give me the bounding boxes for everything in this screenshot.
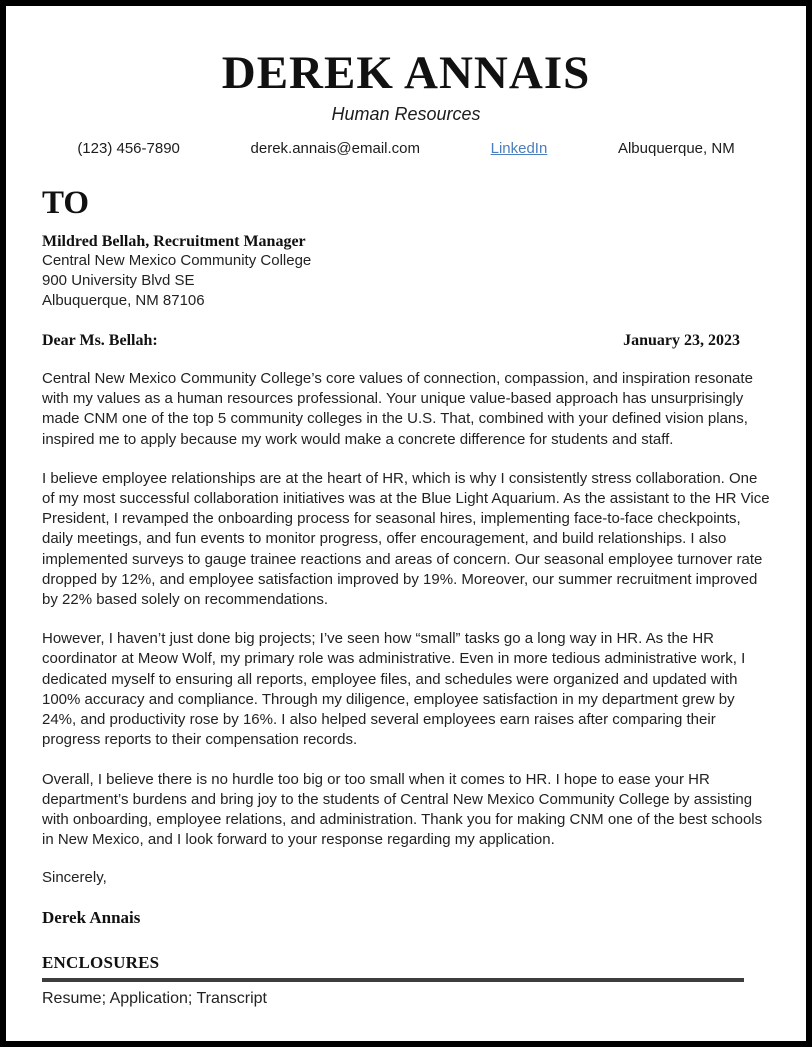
page-content — [6, 46, 806, 1008]
enclosures-list: Resume; Application; Transcript — [42, 990, 267, 1008]
signature-name: Derek Annais — [42, 908, 141, 928]
recipient-section — [42, 187, 770, 311]
letter-header — [42, 46, 770, 157]
candidate-name: DEREK ANNAIS — [221, 47, 591, 99]
greeting: Dear Ms. Bellah: — [42, 332, 158, 350]
letter-body — [42, 369, 770, 850]
body-paragraph: I believe employee relationships are at the heart of HR, which is why I consistently stress collaboration. One of my most successful collaboration initiatives was at the Blue Light Aquarium. As the assistant to the HR Vice President, I revamped the onboarding process for seasonal hires, implementing face-to-face checkpoints, daily meetings, and fun events to monitor progress, offer encouragement, and build relationships. I also implemented surveys to gauge trainee reactions and areas of concern. Our seasonal employee turnover rate dropped by 12%, and employee satisfaction improved by 19%. Moreover, our summer recruitment improved by 22% based solely on recommendations. — [42, 469, 770, 609]
candidate-title: Human Resources — [331, 104, 481, 125]
body-paragraph: Overall, I believe there is no hurdle too big or too small when it comes to HR. I hope to ease your HR department’s burdens and bring joy to the students of Central New Mexico Community College by assisting with onboarding, employee relations, and administration. Thank you for making CNM one of the best schools in New Mexico, and I look forward to your response regarding my application. — [42, 770, 763, 849]
enclosures-section — [42, 953, 770, 1008]
to-heading: TO — [42, 185, 90, 222]
enclosures-divider — [42, 978, 744, 982]
closing-section — [42, 869, 770, 928]
salutation-row — [42, 332, 770, 350]
linkedin-link[interactable]: LinkedIn — [490, 140, 548, 158]
email-address: derek.annais@email.com — [250, 140, 420, 158]
letter-date: January 23, 2023 — [623, 332, 740, 350]
location-text: Albuquerque, NM — [617, 140, 735, 158]
enclosures-heading: ENCLOSURES — [42, 953, 160, 973]
body-paragraph: However, I haven’t just done big projects; I’ve seen how “small” tasks go a long way in HR. As the HR coordinator at Meow Wolf, my primary role was administrative. Even in more tedious administrative work, I dedicated myself to ensuring all reports, employee files, and schedules were organized and updated with 100% accuracy and compliance. Through my diligence, employee satisfaction in my department grew by 24%, and productivity rose by 16%. I also helped several employees earn raises after comparing their progress reports to their compensation records. — [42, 630, 746, 749]
recipient-name: Mildred Bellah, Recruitment Manager — [42, 233, 306, 251]
recipient-organization: Central New Mexico Community College — [42, 252, 312, 270]
recipient-address-line2: Albuquerque, NM 87106 — [42, 292, 205, 310]
recipient-address-line1: 900 University Blvd SE — [42, 272, 195, 290]
valediction: Sincerely, — [42, 869, 107, 887]
phone-number: (123) 456-7890 — [77, 140, 180, 158]
contact-bar — [42, 140, 770, 157]
body-paragraph: Central New Mexico Community College’s core values of connection, compassion, and inspiration resonate with my values as a human resources professional. Your unique value-based approach has unsurprisingly made CNM one of the top 5 community colleges in the U.S. That, combined with your defined vision plans, inspired me to apply because my work would make a concrete difference for students and staff. — [42, 370, 753, 448]
